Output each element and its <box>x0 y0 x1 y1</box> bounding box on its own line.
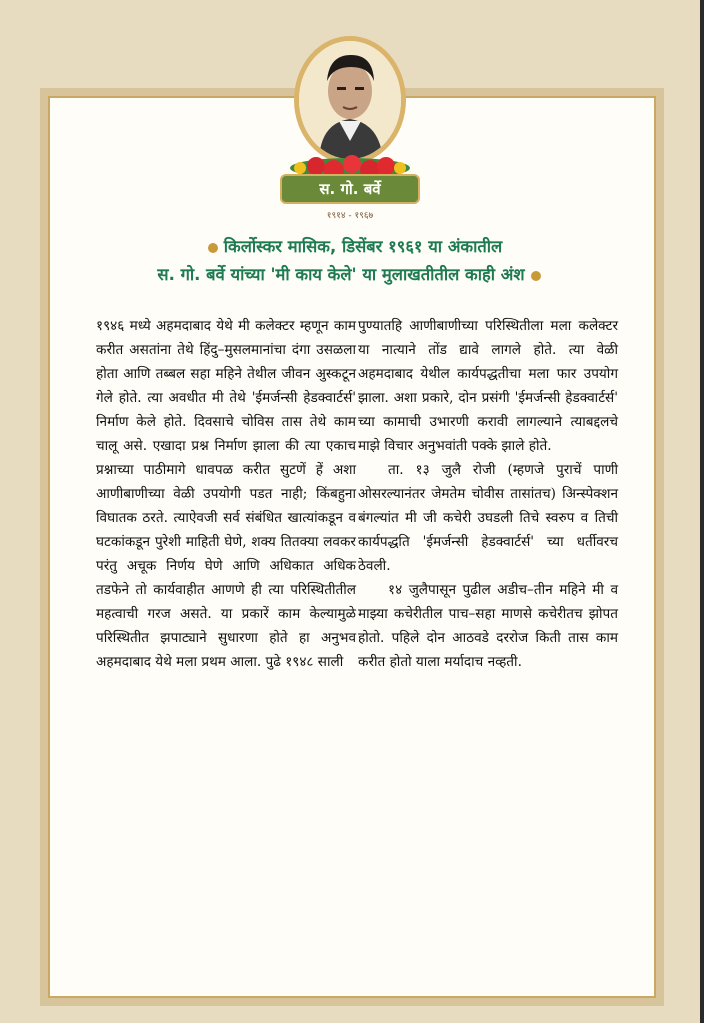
portrait-figure <box>299 41 401 159</box>
subtitle-line-2 <box>60 262 644 285</box>
article-right-column <box>358 314 618 674</box>
portrait <box>286 36 414 186</box>
bullet-icon <box>531 271 541 281</box>
article-paragraph: १९४६ मध्ये अहमदाबाद येथे मी कलेक्टर म्हणून काम करीत असतांना तेथे हिंदु–मुसलमानांचा दंगा उसळला होता आणि तब्बल सहा महिने तेथील जीवन अुस्कटून गेले होते. त्या अवधीत मी तेथे 'ईमर्जन्सी हेडक्वार्टर्स' निर्माण केले होते. दिवसाचे चोविस तास तेथे काम चालू असे. एखादा प्रश्न निर्माण झाला की त्या एकाच प्रश्नाच्या पाठीमागे धावपळ करीत सुटणें हें अशा आणीबाणीच्या वेळी उपयोगी पडत नाही; किंबहुना विघातक ठरते. त्याऐवजी सर्व संबंधित खात्यांकडून व घटकांकडून पुरेशी माहिती घेणे, शक्य तितक्या लवकर परंतु अचूक निर्णय घेणे आणि अधिकात अधिक तडफेने तो कार्यवाहीत आणणे ही त्या परिस्थितीतील महत्वाची गरज असते. या प्रकारें काम केल्यामुळे परिस्थितीत झपाट्याने सुधारणा होते हा अनुभव अहमदाबाद येथे मला प्रथम आला. पुढे १९४८ साली <box>96 318 356 670</box>
bullet-icon <box>208 243 218 253</box>
article-paragraph: १४ जुलैपासून पुढील अडीच–तीन महिने मी व माझ्या कचेरीतील पाच–सहा माणसे कचेरीतच झोपत होतो. पहिले दोन आठवडे दररोज किती तास काम करीत होतो याला मर्यादाच नव्हती. <box>358 582 618 670</box>
life-years: १९१४ - १९६७ <box>326 211 374 221</box>
article-left-column <box>96 314 356 674</box>
subtitle-line-1-text: किर्लोस्कर मासिक, डिसेंबर १९६१ या अंकातील <box>223 237 503 256</box>
name-banner: स. गो. बर्वे <box>280 174 420 204</box>
article-paragraph: पुण्यातहि आणीबाणीच्या परिस्थितीला मला कलेक्टर या नात्याने तोंड द्यावे लागले होते. त्या वेळी अहमदाबाद येथील कार्यपद्धतीचा मला फार उपयोग झाला. अशा प्रकारे, दोन प्रसंगी 'ईमर्जन्सी हेडक्वार्टर्स' च्या कामाची उभारणी करावी लागल्याने त्याबद्दलचे माझे विचार अनुभवांती पक्के झाले होते. <box>358 318 618 454</box>
page-edge <box>700 0 704 1023</box>
subtitle-line-2-text: स. गो. बर्वे यांच्या 'मी काय केले' या मुलाखतीतील काही अंश <box>157 265 525 284</box>
article-paragraph: ता. १३ जुलै रोजी (म्हणजे पुराचें पाणी ओसरल्यानंतर जेमतेम चोवीस तासांतच) अिन्स्पेक्शन बंगल्यांत मी जी कचेरी उघडली तिचे स्वरुप व तिची कार्यपद्धति 'ईमर्जन्सी हेडक्वार्टर्स' च्या धर्तीवरच ठेवली. <box>358 462 618 574</box>
subtitle-line-1 <box>60 234 644 257</box>
portrait-frame <box>294 36 406 164</box>
